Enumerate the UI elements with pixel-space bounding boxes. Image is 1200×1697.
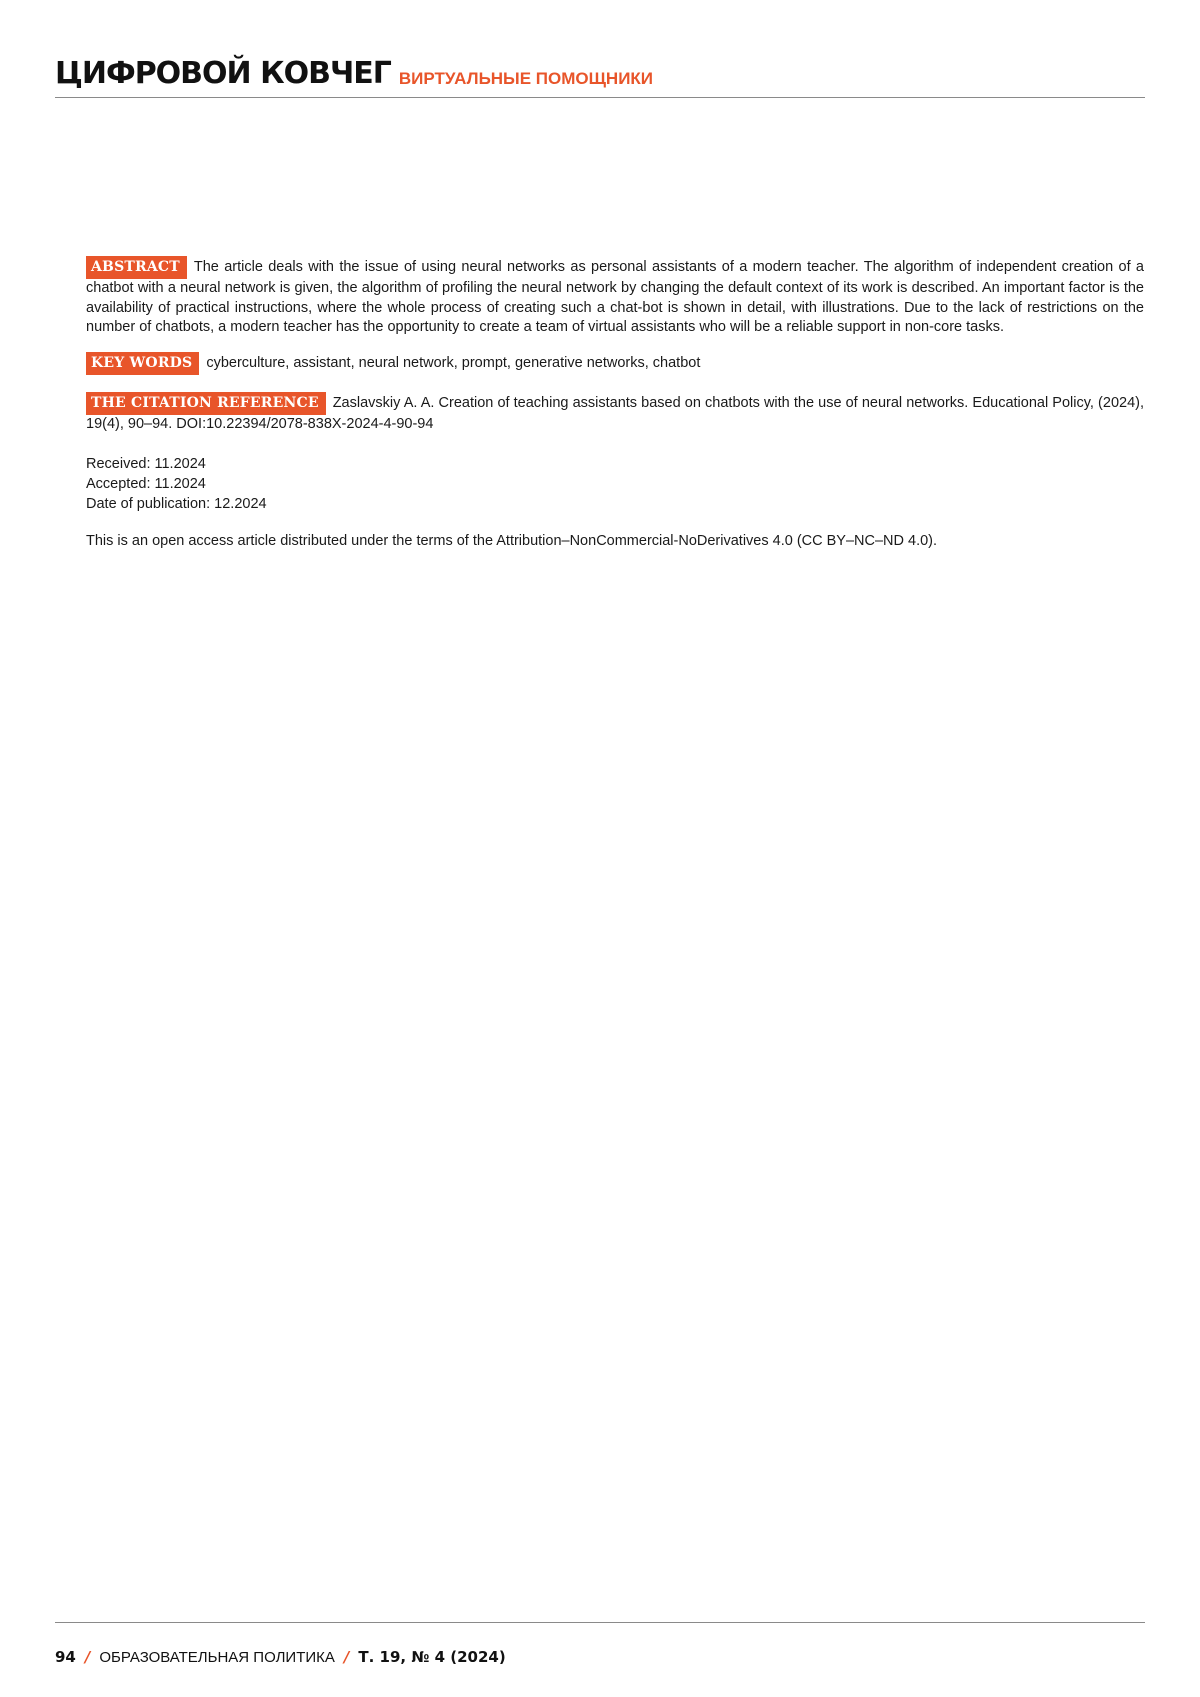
abstract-text: The article deals with the issue of using neural networks as personal assistants of a modern teacher. The algorithm of independent creation of a chatbot with a neural network is given, the algorithm of profiling the neural network by changing the default context of its work is described. An important factor is the availability of practical instructions, where the whole process of creating such a chat-bot is shown in detail, with illustrations. Due to the lack of restrictions on the number of chatbots, a modern teacher has the opportunity to create a team of virtual assistants who will be a reliable support in non-core tasks. [86,259,1144,335]
page-number: 94 [55,1648,76,1666]
section-subtitle: ВИРТУАЛЬНЫЕ ПОМОЩНИКИ [398,69,654,88]
citation-paragraph [86,392,1144,435]
footer-separator: / [84,1648,91,1666]
journal-name: ОБРАЗОВАТЕЛЬНАЯ ПОЛИТИКА [99,1649,335,1666]
publication-dates [86,454,1144,514]
issue-info: Т. 19, № 4 (2024) [358,1648,506,1666]
accepted-date: Accepted: 11.2024 [86,476,206,492]
section-title: ЦИФРОВОЙ КОВЧЕГ [55,56,391,91]
citation-text: Zaslavskiy A. A. Creation of teaching assistants based on chatbots with the use of neural networks. Educational Policy, (2024), 19(4), 90–94. DOI:10.22394/2078-838X-2024-4-90-94 [86,394,1144,432]
page-footer [55,1622,1145,1666]
keywords-paragraph [86,352,1144,375]
abstract-label: ABSTRACT [86,256,187,279]
article-metadata [86,256,1144,552]
page-header [55,54,1145,98]
footer-separator: / [343,1648,350,1666]
citation-label: THE CITATION REFERENCE [86,392,326,415]
publication-date: Date of publication: 12.2024 [86,496,267,512]
keywords-text: cyberculture, assistant, neural network, prompt, generative networks, chatbot [206,354,701,371]
abstract-paragraph [86,256,1144,338]
license-notice: This is an open access article distributed under the terms of the Attribution–NonCommercial-NoDerivatives 4.0 (CC BY–NC–ND 4.0). [86,533,938,549]
received-date: Received: 11.2024 [86,456,206,472]
keywords-label: KEY WORDS [86,352,199,375]
